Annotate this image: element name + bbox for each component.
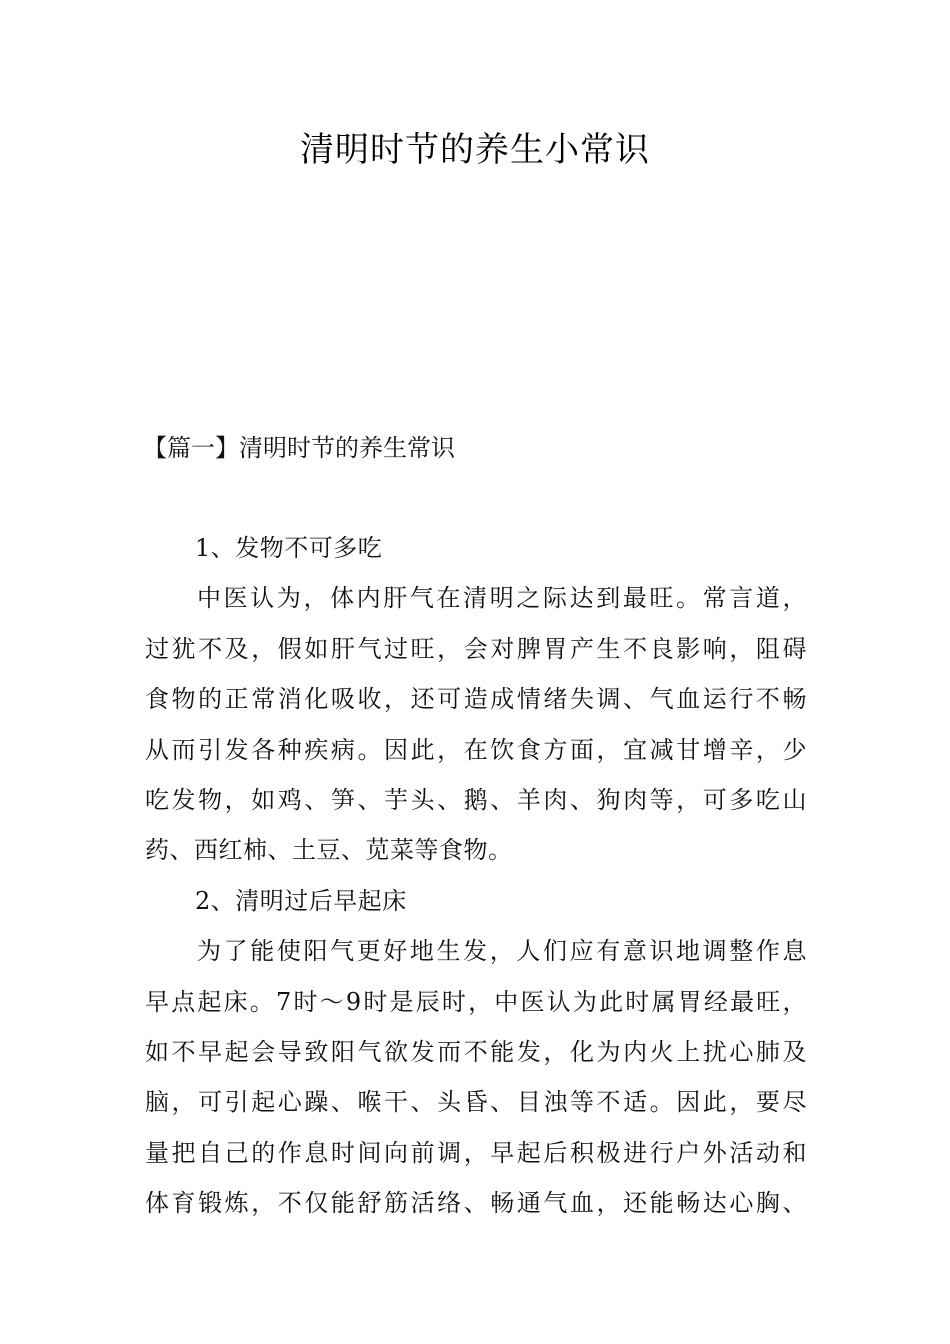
paragraph-line: 食物的正常消化吸收，还可造成情绪失调、气血运行不畅 bbox=[145, 685, 807, 714]
paragraph-line: 体育锻炼，不仅能舒筋活络、畅通气血，还能畅达心胸、 bbox=[145, 1189, 807, 1218]
document-title: 清明时节的养生小常识 bbox=[300, 130, 650, 170]
paragraph-line: 量把自己的作息时间向前调，早起后积极进行户外活动和 bbox=[145, 1138, 807, 1167]
document-body bbox=[145, 528, 807, 1233]
subheading-2: 2、清明过后早起床 bbox=[195, 886, 407, 915]
paragraph-line: 吃发物，如鸡、笋、芋头、鹅、羊肉、狗肉等，可多吃山 bbox=[145, 785, 807, 814]
paragraph-line: 过犹不及，假如肝气过旺，会对脾胃产生不良影响，阻碍 bbox=[145, 634, 807, 663]
paragraph-line: 从而引发各种疾病。因此，在饮食方面，宜减甘增辛，少 bbox=[145, 735, 807, 764]
subheading-1: 1、发物不可多吃 bbox=[195, 534, 383, 562]
paragraph-line: 中医认为，体内肝气在清明之际达到最旺。常言道， bbox=[197, 584, 807, 613]
paragraph-line: 药、西红柿、土豆、苋菜等食物。 bbox=[145, 836, 513, 865]
paragraph-line: 为了能使阳气更好地生发，人们应有意识地调整作息 bbox=[197, 937, 807, 966]
section-heading: 【篇一】清明时节的养生常识 bbox=[143, 434, 455, 462]
paragraph-line: 早点起床。7时～9时是辰时，中医认为此时属胃经最旺， bbox=[145, 987, 807, 1016]
paragraph-line: 如不早起会导致阳气欲发而不能发，化为内火上扰心肺及 bbox=[145, 1037, 807, 1066]
paragraph-line: 脑，可引起心躁、喉干、头昏、目浊等不适。因此，要尽 bbox=[145, 1088, 807, 1117]
